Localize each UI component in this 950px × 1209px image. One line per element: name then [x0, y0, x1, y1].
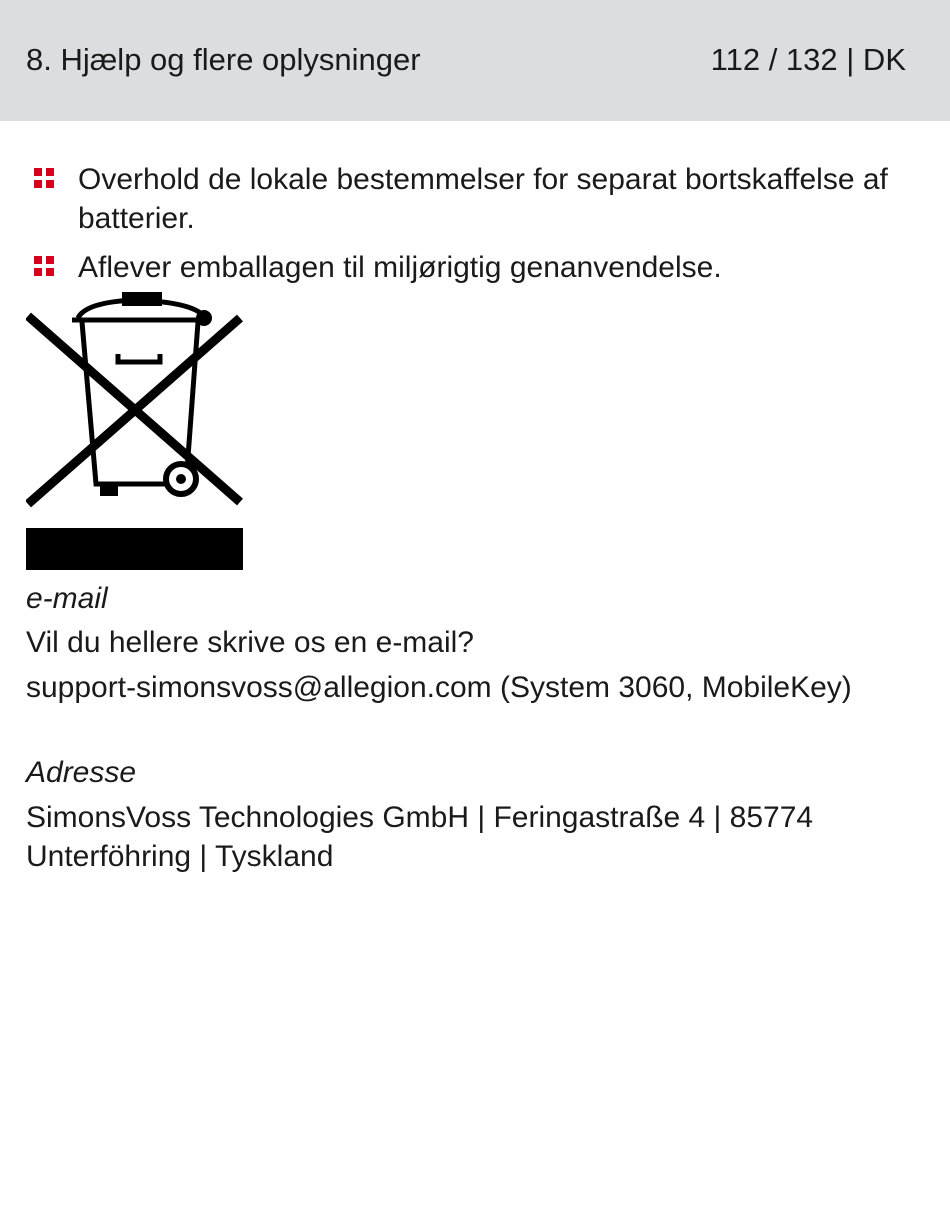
page-header	[0, 0, 950, 121]
address-line: SimonsVoss Technologies GmbH | Feringastraße 4 | 85774 Unterföhring | Tyskland	[26, 801, 814, 873]
page-number: 112 / 132 | DK	[710, 42, 906, 77]
address-heading: Adresse	[26, 756, 137, 789]
email-prompt: Vil du hellere skrive os en e-mail?	[26, 626, 474, 659]
red-square-bullet-icon	[34, 256, 54, 276]
crossed-out-wheelie-bin-icon	[26, 292, 244, 572]
bullet-item-batteries: Overhold de lokale bestemmelser for separat bortskaffelse af batterier.	[78, 163, 888, 235]
email-address-line[interactable]: support-simonsvoss@allegion.com (System 3060, MobileKey)	[26, 671, 852, 704]
email-heading: e-mail	[26, 582, 108, 615]
bullet-item-packaging: Aflever emballagen til miljørigtig genanvendelse.	[78, 251, 722, 284]
section-title: 8. Hjælp og flere oplysninger	[26, 42, 421, 77]
red-square-bullet-icon	[34, 168, 54, 188]
